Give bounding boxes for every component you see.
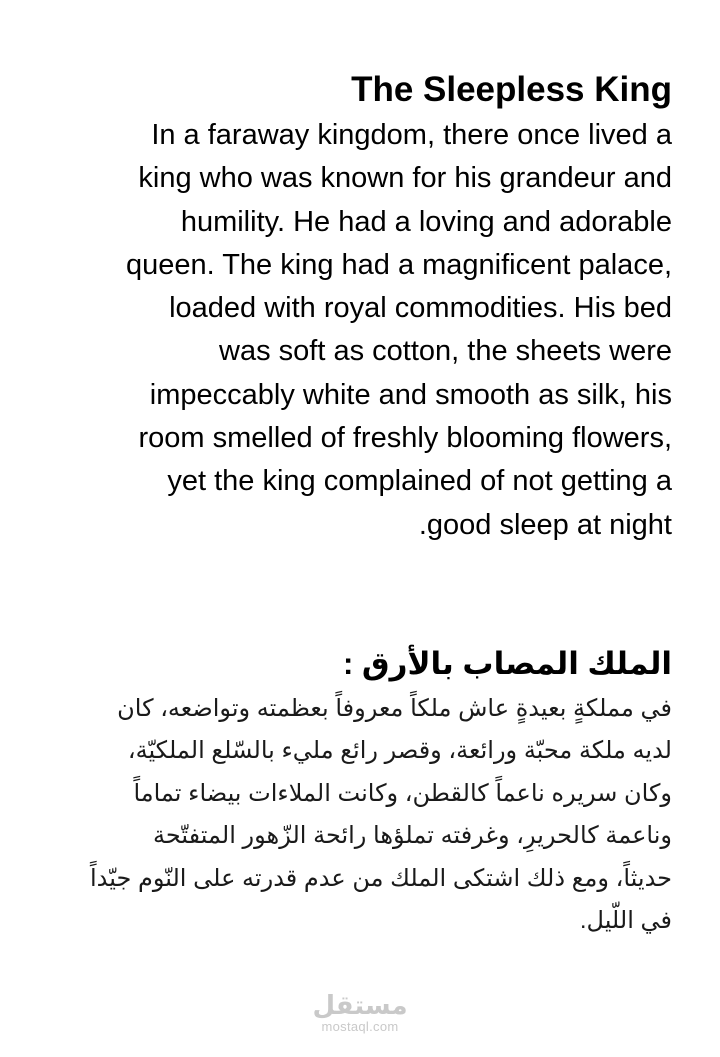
english-story-line: room smelled of freshly blooming flowers, (138, 422, 672, 455)
english-story-line: humility. He had a loving and adorable (180, 205, 672, 238)
english-story-line: yet the king complained of not getting a (167, 465, 672, 498)
arabic-story-line: وكان سريره ناعماً كالقطن، وكانت الملاءات بيضاء تماماً (133, 779, 672, 807)
english-story-line: was soft as cotton, the sheets were (219, 335, 672, 368)
arabic-story-line: في اللّيل. (579, 906, 672, 934)
english-story-line: queen. The king had a magnificent palace, (125, 248, 672, 281)
english-story-line: impeccably white and smooth as silk, his (149, 378, 672, 411)
english-story-line: king who was known for his grandeur and (138, 162, 672, 195)
english-story-section (40, 66, 672, 547)
arabic-story-line: لديه ملكة محبّة ورائعة، وقصر رائع مليء بالسّلع الملكيّة، (127, 737, 672, 765)
mostaql-watermark (290, 990, 430, 1034)
english-story-line: loaded with royal commodities. His bed (169, 292, 672, 325)
watermark-logo: مستقل (312, 990, 408, 1020)
arabic-story-line: حديثاً، ومع ذلك اشتكى الملك من عدم قدرته على النّوم جيّداً (89, 864, 672, 892)
arabic-story-section (40, 640, 672, 942)
arabic-story-line: في مملكةٍ بعيدةٍ عاش ملكاً معروفاً بعظمته وتواضعه، كان (117, 695, 672, 722)
english-story-title: The Sleepless King (351, 70, 672, 109)
english-story-line: .good sleep at night (418, 508, 672, 541)
arabic-story-title: الملك المصاب بالأرق : (342, 646, 672, 681)
arabic-story-line: وناعمة كالحريرِ، وغرفته تملؤها رائحة الزّهور المتفتّحة (153, 822, 672, 850)
english-story-line: In a faraway kingdom, there once lived a (151, 119, 672, 151)
watermark-url: mostaql.com (321, 1019, 399, 1034)
